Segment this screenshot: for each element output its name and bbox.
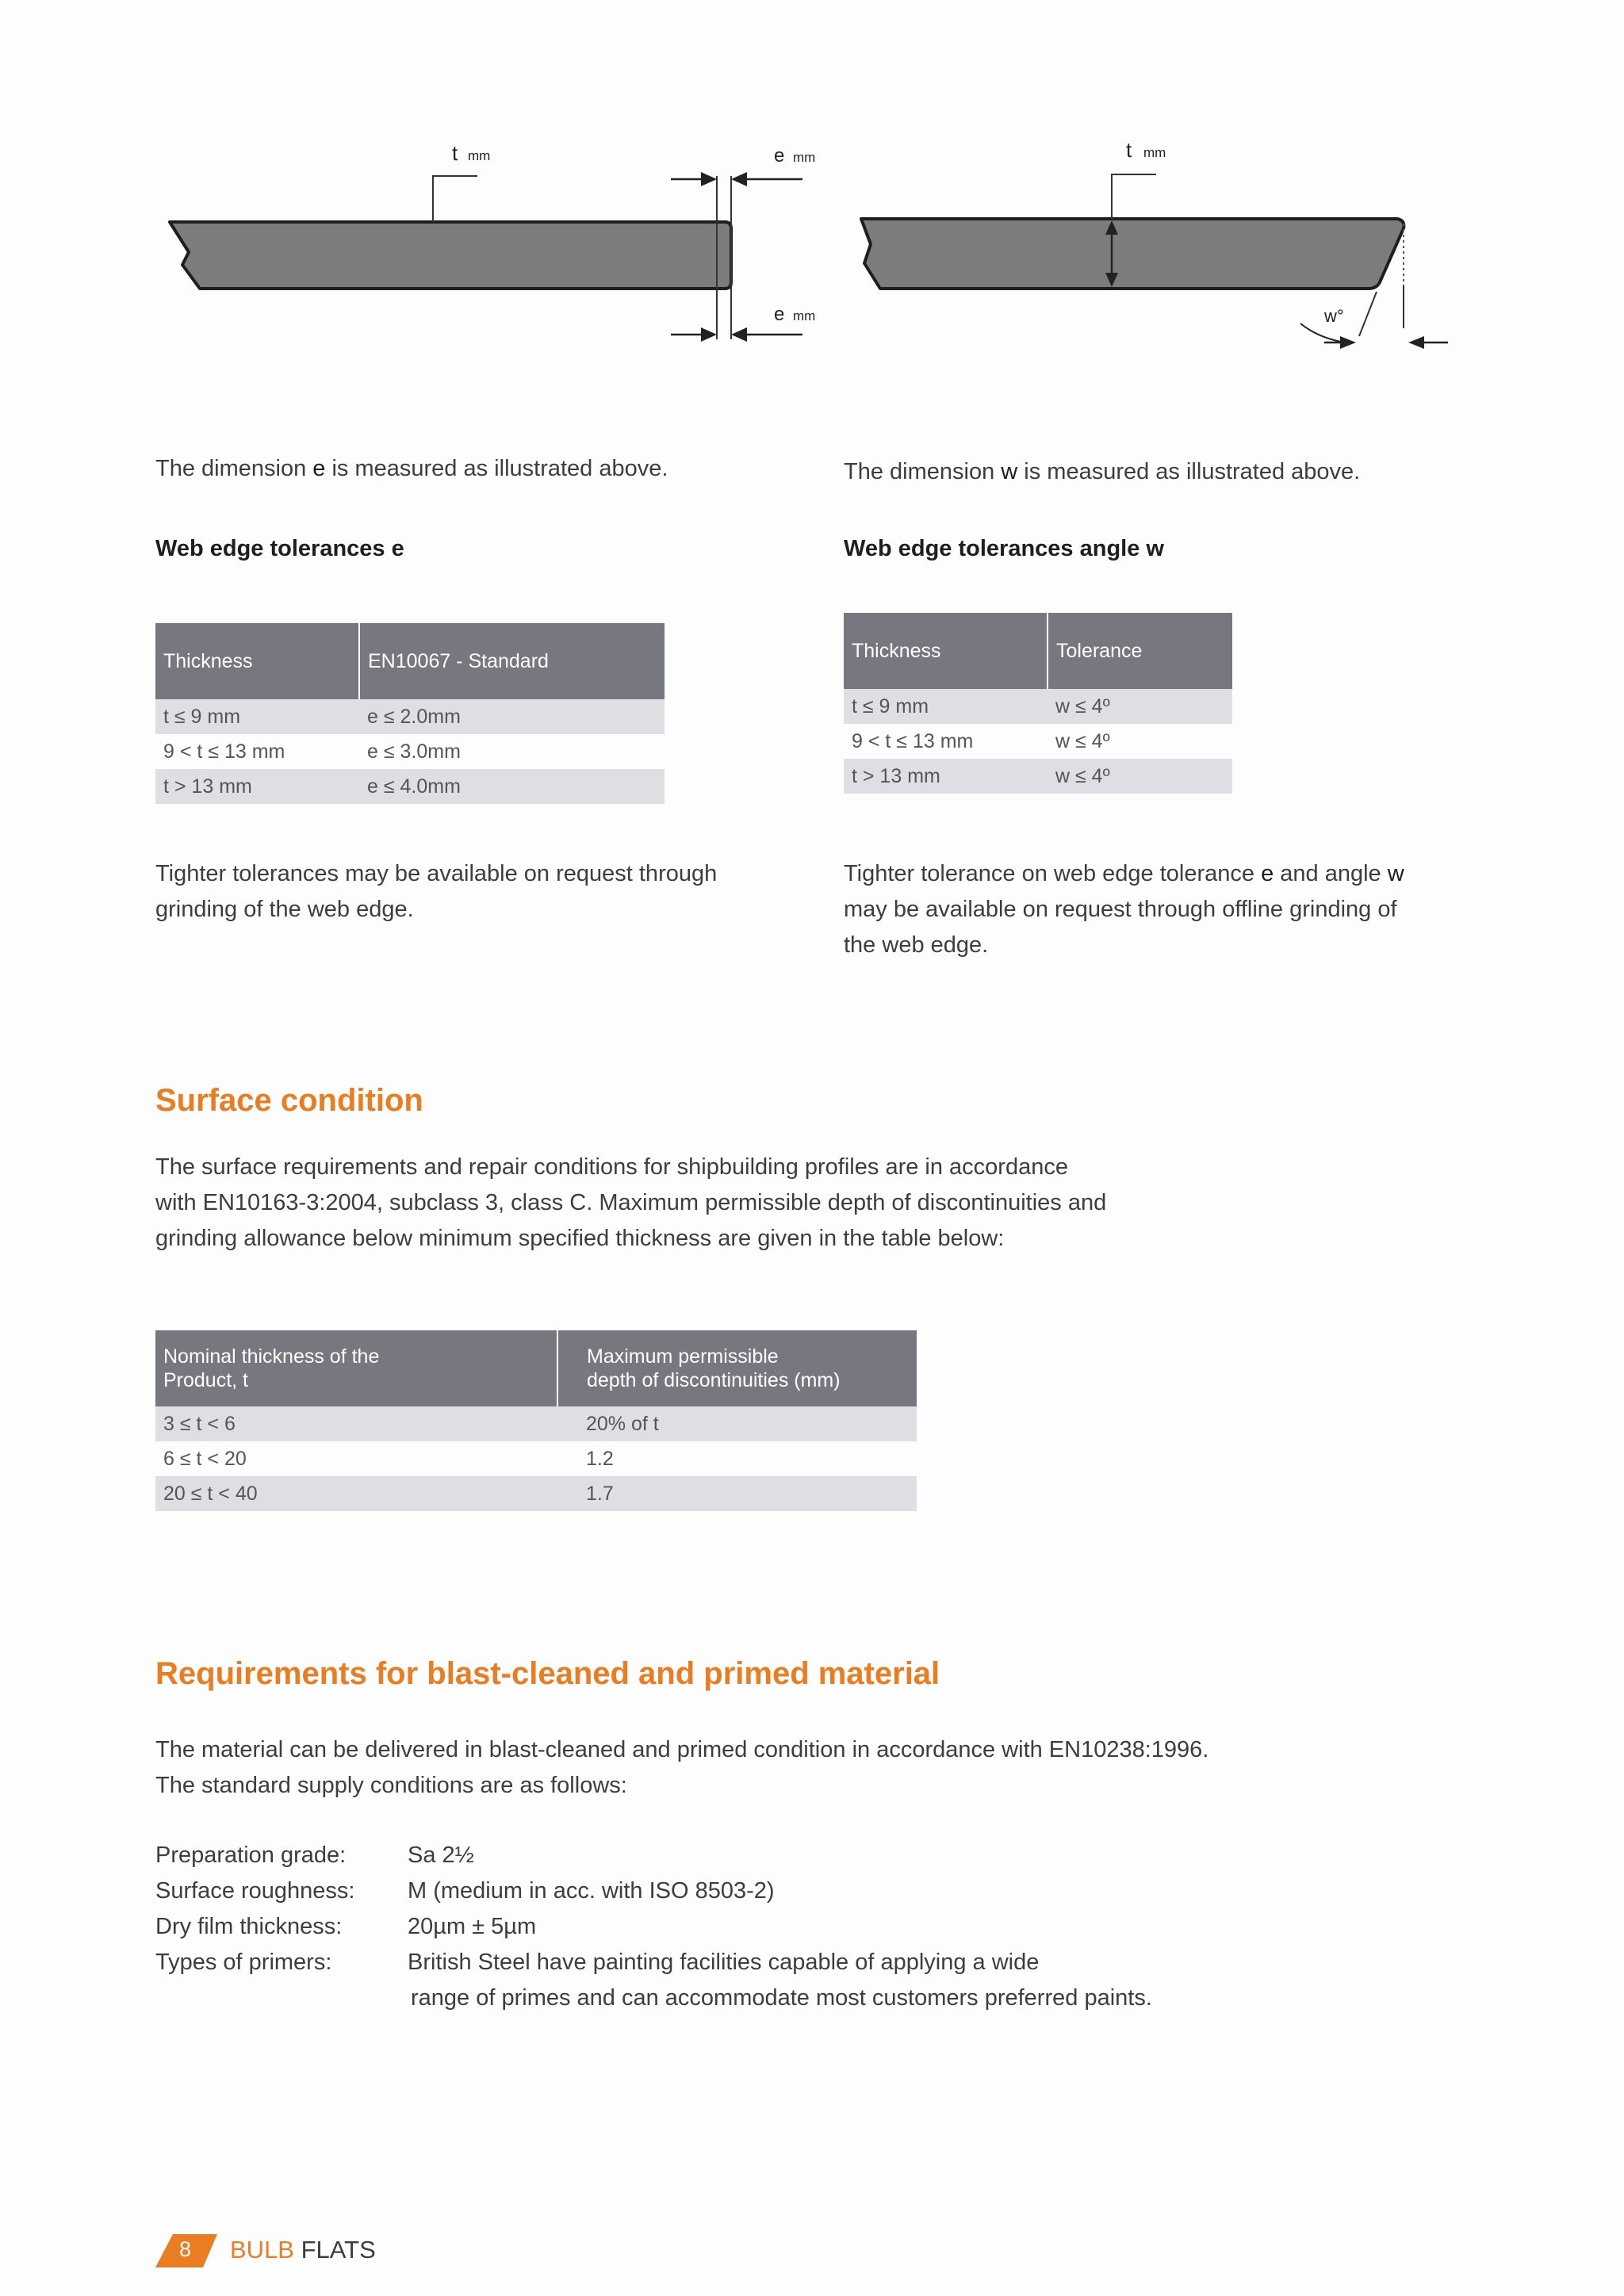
surface-condition-title: Surface condition bbox=[155, 1083, 423, 1118]
list-item bbox=[155, 1838, 1152, 1873]
table-cell: 1.2 bbox=[586, 1447, 614, 1470]
t-unit-label-right: mm bbox=[1143, 145, 1166, 160]
page-number: 8 bbox=[179, 2237, 192, 2261]
table-cell: 9 < t ≤ 13 mm bbox=[852, 729, 974, 752]
e-measure-note bbox=[155, 451, 790, 487]
table-header-standard: EN10067 - Standard bbox=[359, 623, 665, 699]
note-line: may be available on request through offline grinding of bbox=[844, 897, 1397, 922]
blast-cleaned-paragraph: The material can be delivered in blast-cleaned and primed condition in accordance with EN10238:1996. The standard supply conditions are as follows: bbox=[155, 1737, 1209, 1798]
condition-value: range of primes and can accommodate most customers preferred paints. bbox=[411, 1985, 1152, 2011]
e-dimension-label-bottom: e bbox=[774, 304, 785, 325]
table-cell: t > 13 mm bbox=[844, 759, 1048, 794]
web-edge-e-diagram bbox=[159, 135, 856, 357]
e-measure-suffix: is measured as illustrated above. bbox=[325, 456, 668, 481]
condition-key: Dry film thickness: bbox=[155, 1914, 343, 1939]
page-number-badge bbox=[155, 2234, 220, 2267]
e-tolerance-heading: Web edge tolerances e bbox=[155, 536, 404, 561]
table-row bbox=[844, 724, 1232, 759]
table-header-max-depth: Maximum permissible depth of discontinuities (mm) bbox=[557, 1330, 917, 1406]
list-item-continuation bbox=[155, 1980, 1152, 2016]
web-edge-angle-diagram bbox=[848, 135, 1475, 365]
footer-title-flats: FLATS bbox=[301, 2236, 376, 2263]
condition-value: Sa 2½ bbox=[408, 1843, 474, 1868]
table-row bbox=[844, 759, 1232, 794]
table-cell: e ≤ 2.0mm bbox=[359, 699, 665, 734]
w-tighter-tolerance-note bbox=[844, 856, 1404, 963]
w-measure-suffix: is measured as illustrated above. bbox=[1017, 459, 1361, 484]
table-cell: e ≤ 3.0mm bbox=[367, 740, 461, 763]
table-cell: w ≤ 4º bbox=[1055, 729, 1110, 752]
table-row bbox=[155, 734, 665, 769]
w-angle-label: w° bbox=[1324, 306, 1344, 326]
table-cell: t ≤ 9 mm bbox=[155, 699, 359, 734]
condition-key: Surface roughness: bbox=[155, 1878, 355, 1904]
table-header-thickness: Thickness bbox=[844, 613, 1048, 689]
list-item bbox=[155, 1873, 1152, 1909]
e-tighter-tolerance-note bbox=[155, 856, 717, 928]
list-item bbox=[155, 1909, 1152, 1945]
table-cell: t > 13 mm bbox=[155, 769, 359, 804]
t-dimension-label: t bbox=[452, 141, 458, 165]
table-cell: e ≤ 4.0mm bbox=[359, 769, 665, 804]
table-header-tolerance: Tolerance bbox=[1048, 613, 1232, 689]
t-dimension-label-right: t bbox=[1126, 138, 1132, 162]
table-cell: 20 ≤ t < 40 bbox=[155, 1476, 557, 1511]
table-row bbox=[844, 689, 1232, 724]
table-row bbox=[155, 1441, 917, 1476]
condition-key: Types of primers: bbox=[155, 1950, 332, 1975]
table-cell: 1.7 bbox=[557, 1476, 917, 1511]
e-unit-label-top: mm bbox=[793, 150, 816, 165]
w-tolerance-table bbox=[844, 613, 1232, 794]
footer-title bbox=[230, 2236, 376, 2264]
note-line: Tighter tolerances may be available on request through bbox=[155, 861, 718, 886]
discontinuities-table bbox=[155, 1330, 917, 1511]
table-cell: t ≤ 9 mm bbox=[844, 689, 1048, 724]
table-row bbox=[155, 699, 665, 734]
table-cell: 20% of t bbox=[557, 1406, 917, 1441]
w-measure-prefix: The dimension bbox=[844, 459, 1002, 484]
e-unit-label-bottom: mm bbox=[793, 308, 816, 323]
table-row bbox=[155, 1406, 917, 1441]
footer-title-bulb: BULB bbox=[230, 2236, 294, 2263]
e-measure-prefix: The dimension bbox=[155, 456, 313, 481]
e-symbol: e bbox=[312, 456, 326, 481]
list-item bbox=[155, 1945, 1152, 1980]
w-tolerance-heading: Web edge tolerances angle w bbox=[844, 536, 1164, 561]
table-header-thickness: Thickness bbox=[155, 623, 359, 699]
condition-value: 20µm ± 5µm bbox=[408, 1914, 537, 1939]
w-measure-note bbox=[844, 454, 1478, 490]
note-line: grinding of the web edge. bbox=[155, 897, 414, 922]
table-header-nominal-thickness: Nominal thickness of the Product, t bbox=[155, 1330, 557, 1406]
table-cell: w ≤ 4º bbox=[1048, 689, 1232, 724]
w-symbol: w bbox=[1001, 459, 1018, 484]
note-line: Tighter tolerance on web edge tolerance e and angle w bbox=[844, 861, 1404, 886]
table-row bbox=[155, 1476, 917, 1511]
table-cell: 6 ≤ t < 20 bbox=[163, 1447, 247, 1470]
supply-conditions-list bbox=[155, 1838, 1152, 2016]
table-cell: w ≤ 4º bbox=[1048, 759, 1232, 794]
e-tolerance-table bbox=[155, 623, 665, 804]
profile-section-right bbox=[861, 219, 1404, 289]
profile-section-left bbox=[170, 222, 731, 289]
blast-cleaned-title: Requirements for blast-cleaned and primed material bbox=[155, 1656, 940, 1691]
t-unit-label: mm bbox=[468, 148, 491, 163]
condition-value: M (medium in acc. with ISO 8503-2) bbox=[408, 1878, 775, 1904]
table-row bbox=[155, 769, 665, 804]
table-cell: 9 < t ≤ 13 mm bbox=[163, 740, 285, 763]
condition-value: British Steel have painting facilities capable of applying a wide bbox=[408, 1950, 1040, 1975]
table-cell: 3 ≤ t < 6 bbox=[155, 1406, 557, 1441]
condition-key: Preparation grade: bbox=[155, 1843, 347, 1868]
surface-condition-paragraph: The surface requirements and repair conditions for shipbuilding profiles are in accordance with EN10163-3:2004, subclass 3, class C. Maximum permissible depth of discontinuities and grinding allowance below minimum specified thickness are given in the table below: bbox=[155, 1154, 1107, 1251]
note-line: the web edge. bbox=[844, 932, 989, 958]
e-dimension-label-top: e bbox=[774, 145, 785, 166]
